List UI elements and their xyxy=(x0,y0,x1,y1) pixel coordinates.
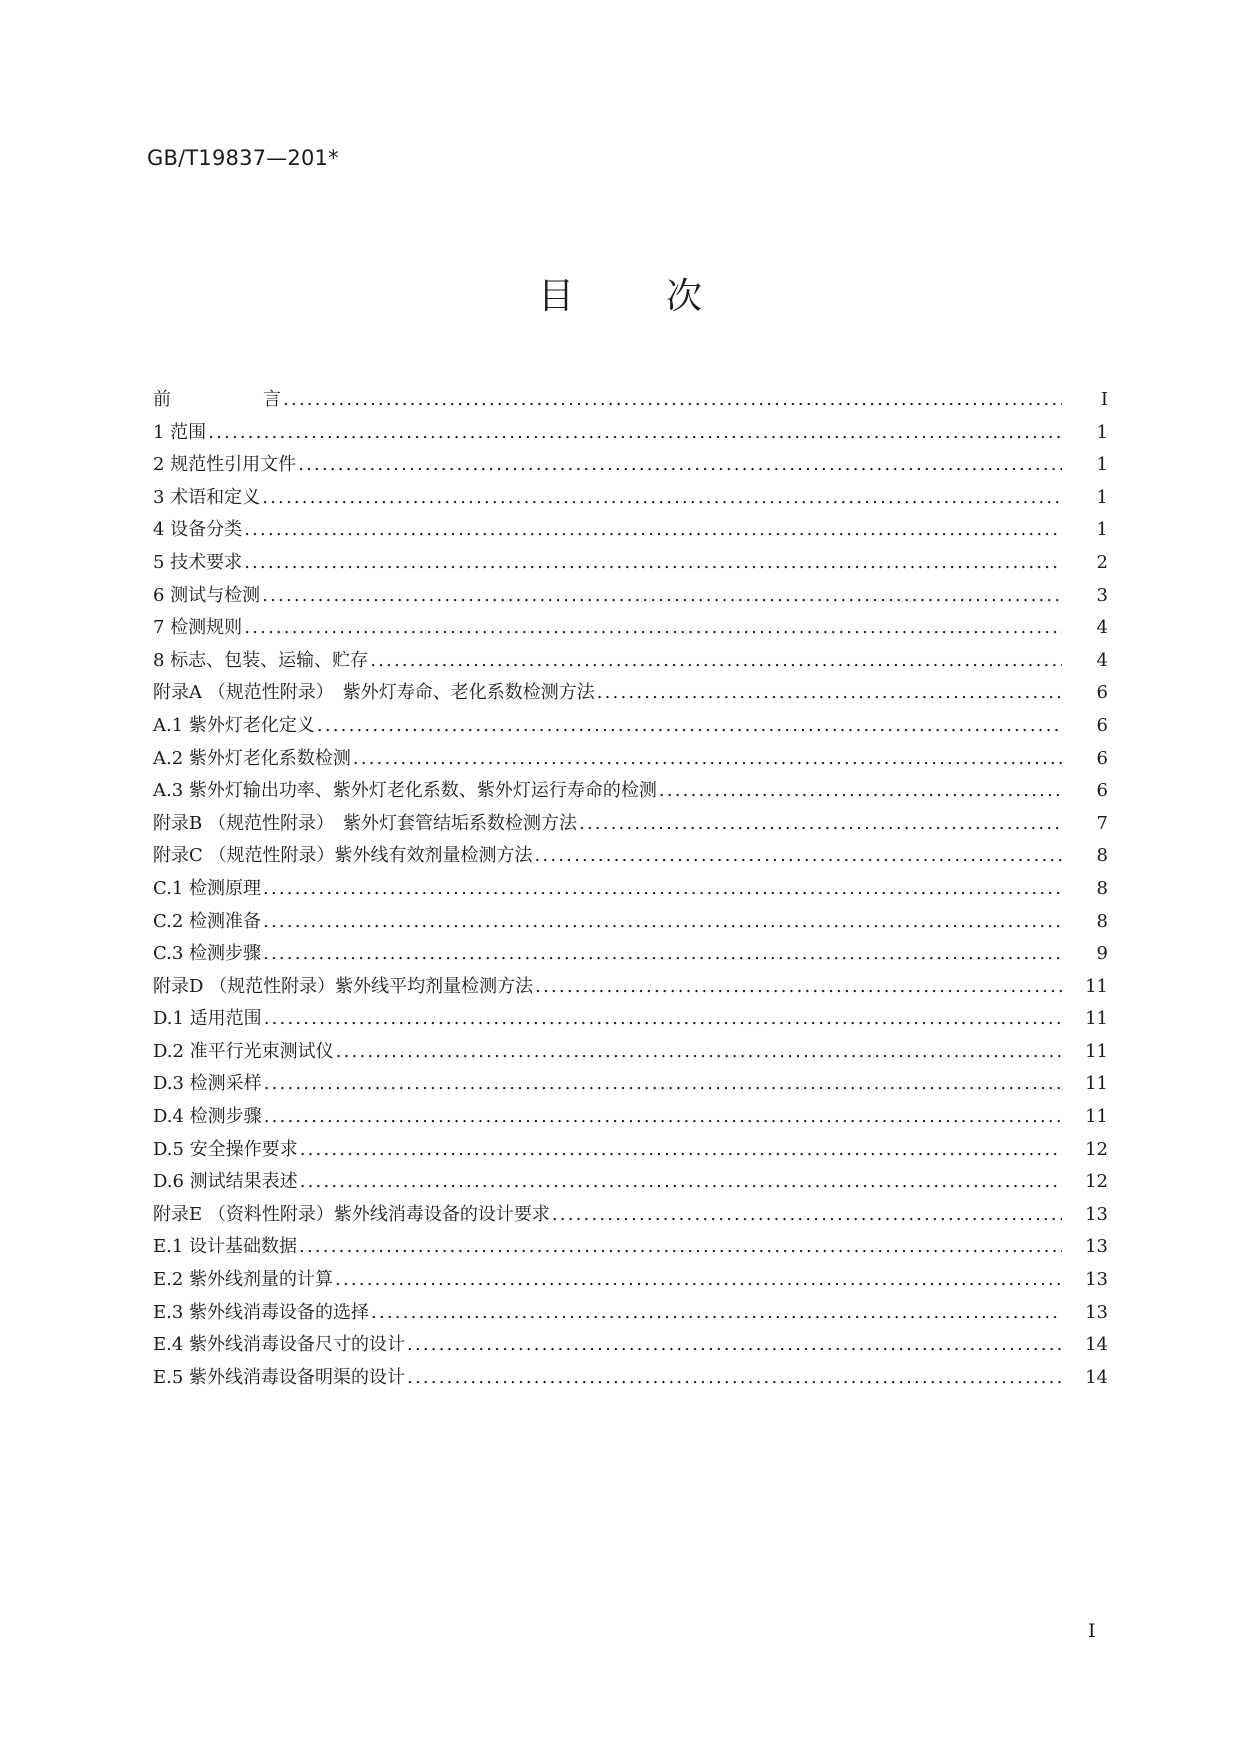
toc-entry-page: 13 xyxy=(1085,1301,1108,1323)
toc-entry-page: 6 xyxy=(1096,682,1108,704)
toc-entry-label: 附录C （规范性附录）紫外线有效剂量检测方法 xyxy=(153,845,533,867)
toc-dot-leader xyxy=(407,1334,1062,1355)
toc-entry-page: 1 xyxy=(1096,486,1108,508)
toc-entry-label: E.2 紫外线剂量的计算 xyxy=(153,1269,334,1291)
toc-dot-leader xyxy=(535,845,1063,866)
toc-entry-label: 5 技术要求 xyxy=(153,551,243,573)
toc-entry-label: C.3 检测步骤 xyxy=(153,943,262,965)
toc-entry-label: 前 言 xyxy=(153,389,281,410)
toc-entry[interactable] xyxy=(153,1135,1108,1168)
toc-entry-label: D.6 测试结果表述 xyxy=(153,1171,298,1193)
toc-entry[interactable] xyxy=(153,841,1108,874)
toc-entry-label: 3 术语和定义 xyxy=(153,486,261,508)
toc-entry[interactable] xyxy=(153,515,1108,548)
toc-dot-leader xyxy=(407,1367,1062,1388)
toc-dot-leader xyxy=(659,780,1062,801)
toc-dot-leader xyxy=(298,454,1062,475)
toc-entry[interactable] xyxy=(153,1265,1108,1298)
toc-entry-page: 6 xyxy=(1096,780,1108,802)
toc-entry[interactable] xyxy=(153,711,1108,744)
toc-entry[interactable] xyxy=(153,1102,1108,1135)
toc-dot-leader xyxy=(244,552,1062,573)
toc-dot-leader xyxy=(263,878,1062,899)
toc-entry[interactable] xyxy=(153,874,1108,907)
toc-entry-page: 1 xyxy=(1096,421,1108,443)
toc-entry-page: 8 xyxy=(1096,845,1108,867)
toc-entry-label: E.1 设计基础数据 xyxy=(153,1236,298,1258)
toc-entry[interactable] xyxy=(153,548,1108,581)
toc-entry-page: 11 xyxy=(1085,975,1108,997)
toc-dot-leader xyxy=(299,1236,1062,1257)
toc-entry-label: D.1 适用范围 xyxy=(153,1008,262,1030)
toc-entry[interactable] xyxy=(153,1069,1108,1102)
toc-entry-page: 4 xyxy=(1096,617,1108,639)
toc-entry-label: 附录D （规范性附录）紫外线平均剂量检测方法 xyxy=(153,975,534,997)
toc-dot-leader xyxy=(371,1302,1062,1323)
toc-entry-page: 6 xyxy=(1096,747,1108,769)
toc-entry-label: 4 设备分类 xyxy=(153,519,243,541)
toc-title xyxy=(0,268,1240,319)
toc-dot-leader xyxy=(262,585,1062,606)
toc-entry[interactable] xyxy=(153,483,1108,516)
toc-entry[interactable] xyxy=(153,1298,1108,1331)
toc-dot-leader xyxy=(264,1073,1062,1094)
toc-entry-label: 2 规范性引用文件 xyxy=(153,454,297,476)
toc-entry-page: 13 xyxy=(1085,1269,1108,1291)
toc-entry-label: A.1 紫外灯老化定义 xyxy=(153,714,315,736)
toc-entry-page: 11 xyxy=(1085,1073,1108,1095)
toc-entry[interactable] xyxy=(153,613,1108,646)
toc-dot-leader xyxy=(283,389,1062,410)
page-number: I xyxy=(1088,1620,1096,1642)
toc-dot-leader xyxy=(552,1204,1062,1225)
toc-dot-leader xyxy=(353,748,1062,769)
toc-entry[interactable] xyxy=(153,418,1108,451)
toc-entry-label: 1 范围 xyxy=(153,421,207,443)
toc-entry-label: 附录B （规范性附录） 紫外灯套管结垢系数检测方法 xyxy=(153,812,577,834)
toc-entry-label: D.4 检测步骤 xyxy=(153,1106,262,1128)
toc-entry-label: 附录E （资料性附录）紫外线消毒设备的设计要求 xyxy=(153,1203,550,1225)
toc-entry[interactable] xyxy=(153,678,1108,711)
toc-entry-label: 8 标志、包装、运输、贮存 xyxy=(153,649,369,671)
toc-entry-label: C.2 检测准备 xyxy=(153,910,262,932)
toc-entry-page: 7 xyxy=(1096,812,1108,834)
toc-entry-page: 9 xyxy=(1096,943,1108,965)
toc-dot-leader xyxy=(244,617,1062,638)
toc-entry[interactable] xyxy=(153,450,1108,483)
toc-entry[interactable] xyxy=(153,1037,1108,1070)
toc-entry[interactable] xyxy=(153,1363,1108,1396)
toc-entry[interactable] xyxy=(153,581,1108,614)
toc-entry-label: 6 测试与检测 xyxy=(153,584,261,606)
toc-entry-label: D.3 检测采样 xyxy=(153,1073,262,1095)
toc-dot-leader xyxy=(335,1269,1062,1290)
toc-dot-leader xyxy=(370,650,1062,671)
toc-dot-leader xyxy=(208,422,1062,443)
toc-entry-page: 12 xyxy=(1085,1171,1108,1193)
toc-entry-page: 14 xyxy=(1085,1334,1108,1356)
toc-entry[interactable] xyxy=(153,646,1108,679)
toc-entry[interactable] xyxy=(153,809,1108,842)
toc-dot-leader xyxy=(264,1008,1062,1029)
toc-entry[interactable] xyxy=(153,1330,1108,1363)
toc-dot-leader xyxy=(263,911,1062,932)
toc-entry-label: E.4 紫外线消毒设备尺寸的设计 xyxy=(153,1334,406,1356)
toc-entry-page: 13 xyxy=(1085,1203,1108,1225)
toc-list xyxy=(153,385,1108,1395)
toc-entry-label: D.2 准平行光束测试仪 xyxy=(153,1040,334,1062)
toc-entry[interactable] xyxy=(153,744,1108,777)
toc-entry[interactable] xyxy=(153,1004,1108,1037)
toc-dot-leader xyxy=(300,1139,1062,1160)
toc-entry-label: D.5 安全操作要求 xyxy=(153,1138,298,1160)
toc-entry-label: A.2 紫外灯老化系数检测 xyxy=(153,747,351,769)
toc-entry-page: 1 xyxy=(1096,519,1108,541)
toc-entry-page: 11 xyxy=(1085,1008,1108,1030)
toc-entry-page: 6 xyxy=(1096,714,1108,736)
toc-entry-page: 4 xyxy=(1096,649,1108,671)
toc-entry-page: I xyxy=(1100,389,1108,410)
toc-dot-leader xyxy=(597,682,1062,703)
toc-title-char-1: 目 xyxy=(537,276,574,317)
toc-entry[interactable] xyxy=(153,907,1108,940)
toc-entry-page: 13 xyxy=(1085,1236,1108,1258)
toc-entry[interactable] xyxy=(153,972,1108,1005)
toc-entry-label: E.3 紫外线消毒设备的选择 xyxy=(153,1301,370,1323)
toc-entry-page: 8 xyxy=(1096,910,1108,932)
toc-dot-leader xyxy=(579,813,1062,834)
toc-dot-leader xyxy=(262,487,1062,508)
toc-entry-label: 7 检测规则 xyxy=(153,617,243,639)
toc-entry-page: 1 xyxy=(1096,454,1108,476)
toc-entry-page: 11 xyxy=(1085,1040,1108,1062)
toc-dot-leader xyxy=(300,1171,1062,1192)
toc-dot-leader xyxy=(336,1041,1062,1062)
toc-dot-leader xyxy=(264,1106,1062,1127)
toc-entry-page: 14 xyxy=(1085,1366,1108,1388)
toc-title-char-2: 次 xyxy=(666,276,703,317)
toc-entry-page: 2 xyxy=(1096,551,1108,573)
toc-entry-page: 8 xyxy=(1096,877,1108,899)
toc-dot-leader xyxy=(244,519,1062,540)
toc-dot-leader xyxy=(535,976,1062,997)
toc-entry-label: 附录A （规范性附录） 紫外灯寿命、老化系数检测方法 xyxy=(153,682,595,704)
toc-entry[interactable] xyxy=(153,1232,1108,1265)
toc-entry-page: 11 xyxy=(1085,1106,1108,1128)
toc-entry-page: 12 xyxy=(1085,1138,1108,1160)
toc-entry-page: 3 xyxy=(1096,584,1108,606)
toc-dot-leader xyxy=(263,943,1062,964)
toc-entry-label: E.5 紫外线消毒设备明渠的设计 xyxy=(153,1366,406,1388)
toc-entry-label: C.1 检测原理 xyxy=(153,877,262,899)
toc-dot-leader xyxy=(317,715,1062,736)
toc-entry[interactable] xyxy=(153,1167,1108,1200)
toc-entry[interactable] xyxy=(153,385,1108,418)
toc-entry-label: A.3 紫外灯输出功率、紫外灯老化系数、紫外灯运行寿命的检测 xyxy=(153,780,657,802)
toc-entry[interactable] xyxy=(153,776,1108,809)
standard-code-header: GB/T19837—201* xyxy=(147,146,339,170)
toc-entry[interactable] xyxy=(153,1200,1108,1233)
toc-entry[interactable] xyxy=(153,939,1108,972)
